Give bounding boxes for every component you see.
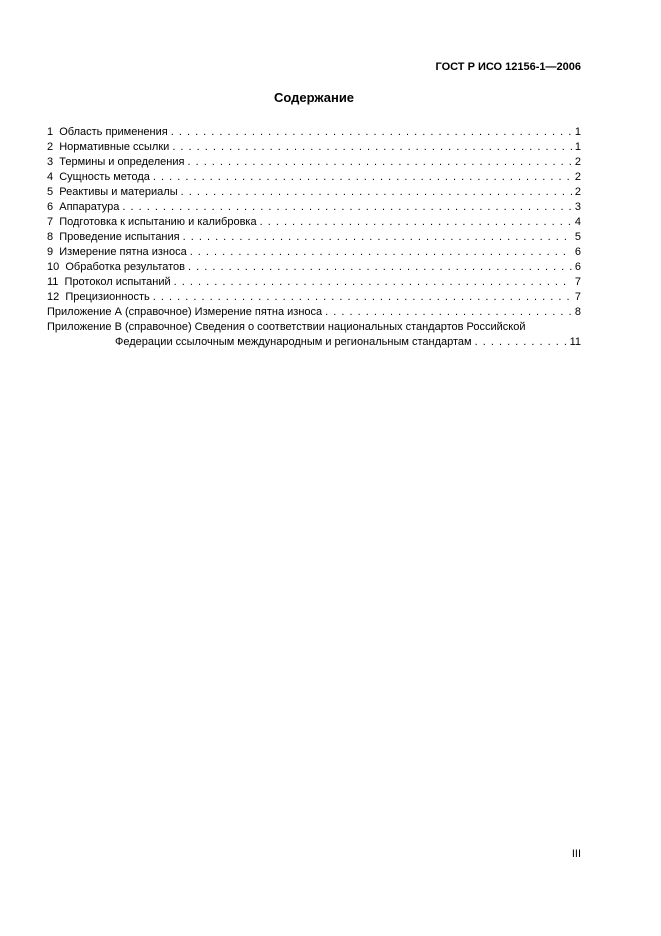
toc-entry-page: 8 <box>574 306 581 318</box>
toc-entry-label: 10 Обработка результатов <box>47 261 186 273</box>
toc-row <box>47 245 581 260</box>
dot-leader <box>174 275 572 290</box>
toc-entry-label: 4 Сущность метода <box>47 171 150 183</box>
toc-row <box>47 260 581 275</box>
toc-row <box>47 140 581 155</box>
dot-leader <box>183 230 572 245</box>
toc-entry-page: 2 <box>574 171 581 183</box>
document-code-header: ГОСТ Р ИСО 12156-1—2006 <box>435 61 581 73</box>
dot-leader <box>153 290 572 305</box>
dot-leader <box>122 200 572 215</box>
dot-leader <box>188 260 572 275</box>
toc-entry-page: 2 <box>574 186 581 198</box>
toc-entry-page: 2 <box>574 156 581 168</box>
dot-leader <box>475 335 567 350</box>
toc-title: Содержание <box>273 90 355 105</box>
dot-leader <box>153 170 572 185</box>
dot-leader <box>325 305 572 320</box>
dot-leader <box>190 245 572 260</box>
toc-entry-label: 1 Область применения <box>47 126 168 138</box>
toc-entry-page: 1 <box>574 126 581 138</box>
toc-row <box>47 290 581 305</box>
toc-entry-page: 5 <box>574 231 581 243</box>
toc-appendix-b-line1: Приложение В (справочное) Сведения о соответствии национальных стандартов Российской <box>47 321 526 333</box>
toc-entry-label: 7 Подготовка к испытанию и калибровка <box>47 216 257 228</box>
toc-entry-page: 11 <box>569 336 581 348</box>
toc-entry-page: 6 <box>574 261 581 273</box>
toc-entry-page: 6 <box>574 246 581 258</box>
toc-entry-label: 2 Нормативные ссылки <box>47 141 170 153</box>
toc-entry-page: 7 <box>574 276 581 288</box>
toc-row <box>47 200 581 215</box>
dot-leader <box>171 125 572 140</box>
toc-entry-label: 6 Аппаратура <box>47 201 120 213</box>
toc-entry-label: Приложение А (справочное) Измерение пятна износа <box>47 306 323 318</box>
toc-entry-label: 9 Измерение пятна износа <box>47 246 187 258</box>
toc-appendix-b-line2: Федерации ссылочным международным и региональным стандартам <box>115 336 472 348</box>
toc-appendix-b-line2-row <box>47 335 581 350</box>
dot-leader <box>260 215 572 230</box>
toc-row <box>47 155 581 170</box>
toc-row <box>47 170 581 185</box>
toc-entry-page: 1 <box>574 141 581 153</box>
dot-leader <box>172 140 572 155</box>
toc-entry-label: 3 Термины и определения <box>47 156 185 168</box>
toc-entry-page: 7 <box>574 291 581 303</box>
toc-row <box>47 185 581 200</box>
toc-entry-label: 11 Протокол испытаний <box>47 276 171 288</box>
toc-row <box>47 275 581 290</box>
toc-row <box>47 230 581 245</box>
toc-entry-label: 5 Реактивы и материалы <box>47 186 178 198</box>
dot-leader <box>187 155 571 170</box>
dot-leader <box>181 185 572 200</box>
toc-row <box>47 125 581 140</box>
toc-entry-page: 4 <box>574 216 581 228</box>
toc-list <box>47 125 581 350</box>
toc-row <box>47 215 581 230</box>
toc-entry-label: 8 Проведение испытания <box>47 231 180 243</box>
toc-entry-label: 12 Прецизионность <box>47 291 150 303</box>
footer-page-number: III <box>571 848 581 860</box>
toc-entry-page: 3 <box>574 201 581 213</box>
toc-row <box>47 305 581 320</box>
